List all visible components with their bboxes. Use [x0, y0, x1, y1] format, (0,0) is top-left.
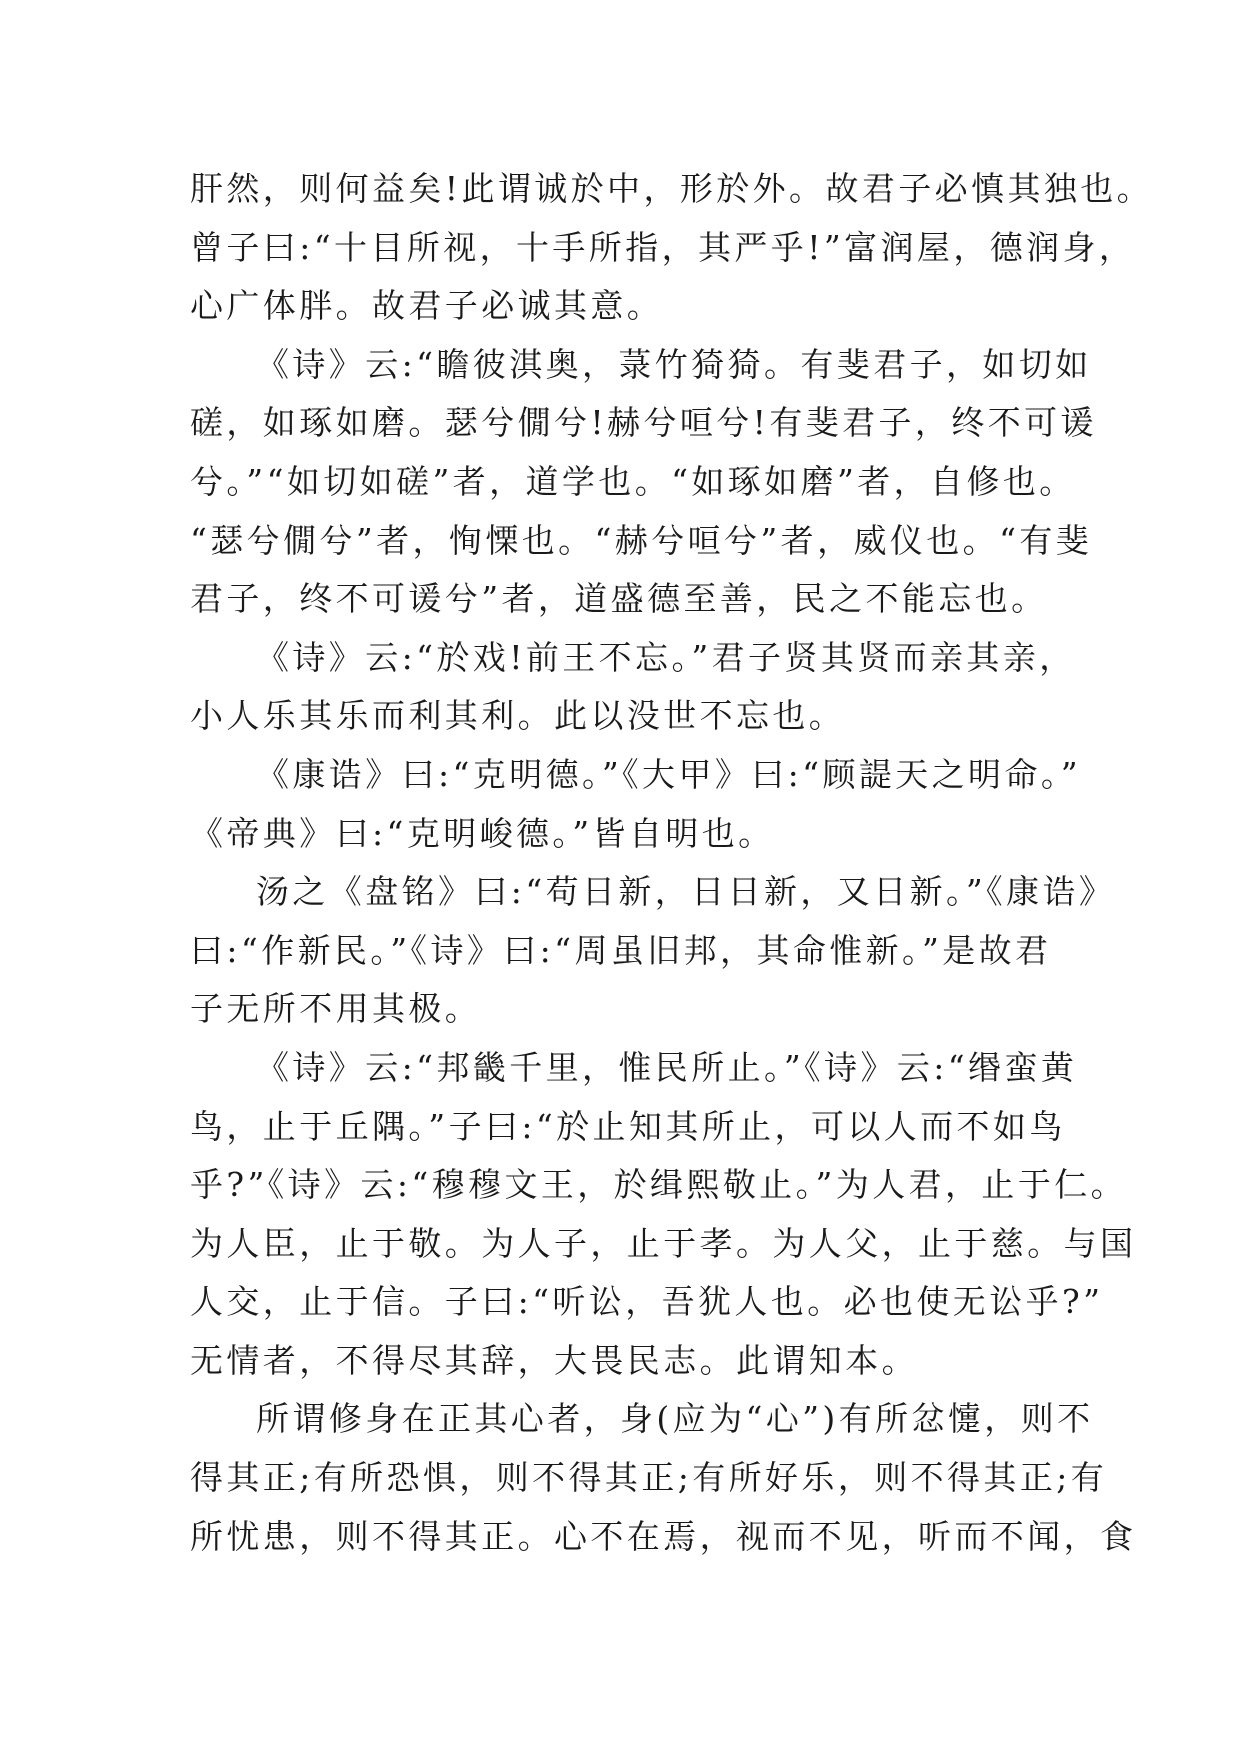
text-line: 所忧患，则不得其正。心不在焉，视而不见，听而不闻，食	[190, 1516, 1137, 1556]
text-line: 所谓修身在正其心者，身(应为“心”)有所忿懥，则不	[256, 1399, 1094, 1439]
text-line: 君子，终不可谖兮”者，道盛德至善，民之不能忘也。	[190, 579, 1048, 619]
text-line: 人交，止于信。子曰:“听讼，吾犹人也。必也使无讼乎?”	[190, 1282, 1104, 1322]
text-line: 《康诰》曰:“克明德。”《大甲》曰:“顾諟天之明命。”	[256, 754, 1082, 794]
text-line: 得其正;有所恐惧，则不得其正;有所好乐，则不得其正;有	[190, 1458, 1108, 1498]
text-line: 心广体胖。故君子必诚其意。	[190, 286, 664, 326]
text-line: “瑟兮僩兮”者，恂慄也。“赫兮咺兮”者，威仪也。“有斐	[190, 520, 1093, 560]
text-line: 曰:“作新民。”《诗》曰:“周虽旧邦，其命惟新。”是故君	[190, 930, 1052, 970]
text-line: 无情者，不得尽其辞，大畏民志。此谓知本。	[190, 1340, 918, 1380]
text-line: 鸟，止于丘隅。”子曰:“於止知其所止，可以人而不如鸟	[190, 1106, 1066, 1146]
text-line: 《诗》云:“瞻彼淇奥，菉竹猗猗。有斐君子，如切如	[256, 344, 1092, 384]
body-text	[190, 160, 1154, 1566]
text-line: 肝然，则何益矣!此谓诚於中，形於外。故君子必慎其独也。	[190, 169, 1154, 208]
text-line: 小人乐其乐而利其利。此以没世不忘也。	[190, 696, 846, 736]
text-line: 《诗》云:“於戏!前王不忘。”君子贤其贤而亲其亲，	[256, 637, 1076, 677]
text-line: 乎?”《诗》云:“穆穆文王，於缉熙敬止。”为人君，止于仁。	[190, 1165, 1128, 1205]
text-line: 子无所不用其极。	[190, 989, 482, 1029]
text-line: 为人臣，止于敬。为人子，止于孝。为人父，止于慈。与国	[190, 1223, 1137, 1263]
text-line: 汤之《盘铭》曰:“苟日新，日日新，又日新。”《康诰》	[256, 872, 1116, 912]
text-line: 兮。”“如切如磋”者，道学也。“如琢如磨”者，自修也。	[190, 461, 1076, 501]
text-line: 曾子曰:“十目所视，十手所指，其严乎!”富润屋，德润身，	[190, 227, 1136, 267]
text-line: 磋，如琢如磨。瑟兮僩兮!赫兮咺兮!有斐君子，终不可谖	[190, 403, 1097, 443]
text-line: 《诗》云:“邦畿千里，惟民所止。”《诗》云:“缗蛮黄	[256, 1047, 1078, 1087]
text-line: 《帝典》曰:“克明峻德。”皆自明也。	[190, 813, 775, 853]
